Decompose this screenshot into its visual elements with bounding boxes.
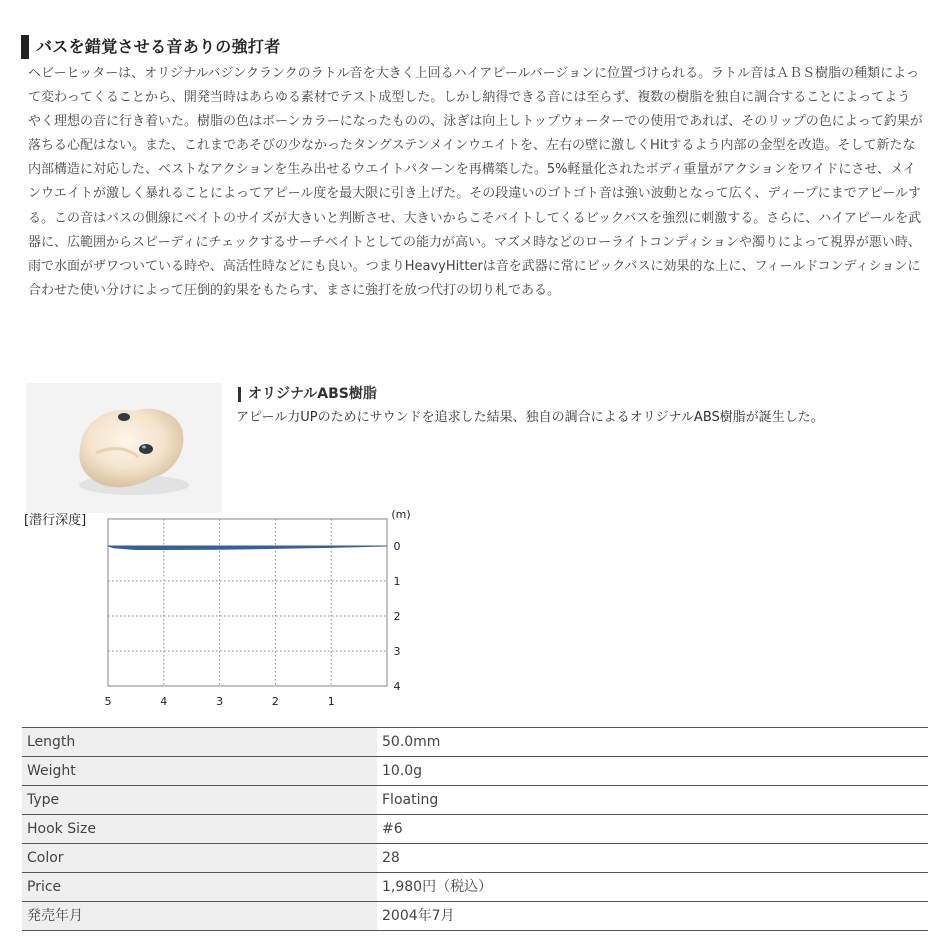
x-tick-label: 1: [327, 695, 335, 708]
feature-title: オリジナルABS樹脂: [248, 386, 377, 402]
spec-value: 10.0g: [377, 757, 928, 786]
spec-value: 2004年7月: [377, 902, 928, 931]
spec-label: Price: [22, 873, 377, 902]
spec-value: Floating: [377, 786, 928, 815]
y-tick-label: 1: [393, 575, 401, 588]
chart-frame: [108, 519, 387, 686]
spec-value: #6: [377, 815, 928, 844]
x-tick-label: 2: [271, 695, 279, 708]
y-tick-label: 3: [393, 645, 401, 658]
spec-value: 1,980円（税込）: [377, 873, 928, 902]
spec-row: [22, 815, 928, 844]
spec-label: 発売年月: [22, 902, 377, 931]
feature-text: アピール力UPのためにサウンドを追求した結果、独自の調合によるオリジナルABS樹脂が誕生した。: [236, 410, 824, 425]
spec-row: [22, 757, 928, 786]
spec-label: Hook Size: [22, 815, 377, 844]
section-heading: [21, 33, 931, 61]
spec-label: Length: [22, 728, 377, 757]
y-tick-label: 0: [393, 540, 401, 553]
product-description: ヘビーヒッターは、オリジナルバジンクランクのラトル音を大きく上回るハイアピールバージョンに位置づけられる。ラトル音はＡＢＳ樹脂の種類によって変わってくることから、開発当時はあらゆる素材でテスト成型した。しかし納得できる音には至らず、複数の樹脂を独自に調合することによってようやく理想の音に行き着いた。樹脂の色はボーンカラーになったものの、泳ぎは向上しトップウォーターでの使用であれば、そのリップの色によって釣果が落ちる心配はない。また、これまであそびの少なかったタングステンメインウエイトを、左右の壁に激しくHitするよう内部の金型を改造。そして新たな内部構造に対応した、ベストなアクションを生み出せるウエイトパターンを再構築した。5%軽量化されたボディ重量がアクションをワイドにさせ、メインウエイトが激しく暴れることによってアピール度を最大限に引き上げた。その段違いのゴトゴト音は強い波動となって広く、ディープにまでアピールする。この音はバスの側線にベイトのサイズが大きいと判断させ、大きいからこそバイトしてくるビックバスを強烈に刺激する。さらに、ハイアピールを武器に、広範囲からスピーディにチェックするサーチベイトとしての能力が高い。マズメ時などのローライトコンディションや濁りによって視界が悪い時、雨で水面がザワついている時や、高活性時などにも良い。つまりHeavyHitterは音を武器に常にビックバスに効果的な上に、フィールドコンディションに合わせた使い分けによって圧倒的釣果をもたらす、まさに強打を放つ代打の切り札である。: [28, 66, 923, 298]
spec-label: Type: [22, 786, 377, 815]
x-tick-label: 3: [216, 695, 224, 708]
spec-row: [22, 902, 928, 931]
x-tick-label: 4: [160, 695, 168, 708]
spec-value: 50.0mm: [377, 728, 928, 757]
y-tick-label: 4: [393, 680, 401, 693]
spec-label: Weight: [22, 757, 377, 786]
spec-label: Color: [22, 844, 377, 873]
spec-row: [22, 786, 928, 815]
spec-row: [22, 728, 928, 757]
heading-title: バスを錯覚させる音ありの強打者: [36, 37, 281, 56]
spec-row: [22, 873, 928, 902]
spec-table: [22, 727, 928, 931]
spec-row: [22, 844, 928, 873]
diving-depth-chart: [20, 508, 420, 709]
feature-heading-bar: [238, 387, 241, 402]
y-unit-label: (m): [391, 508, 411, 521]
chart-title: [潜行深度]: [24, 513, 87, 528]
heading-bar: [21, 35, 29, 59]
x-tick-label: 5: [104, 695, 112, 708]
lure-image: [26, 383, 222, 513]
spec-value: 28: [377, 844, 928, 873]
depth-chart-svg: [20, 508, 420, 709]
y-tick-label: 2: [393, 610, 401, 623]
